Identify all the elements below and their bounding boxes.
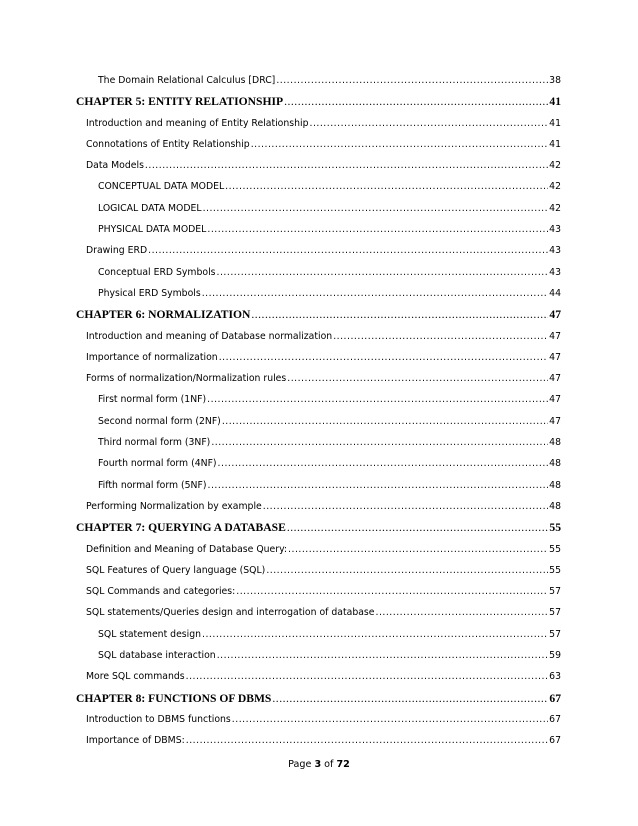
toc-entry-page-number: 67 <box>549 713 561 725</box>
toc-dot-leader <box>186 730 548 751</box>
toc-entry-page-number: 47 <box>549 351 561 363</box>
toc-entry[interactable] <box>76 666 561 687</box>
toc-dot-leader <box>266 560 548 581</box>
toc-entry-page-number: 47 <box>549 330 561 342</box>
toc-dot-leader <box>208 475 549 496</box>
toc-entry-title: Physical ERD Symbols <box>98 287 201 299</box>
toc-entry[interactable] <box>76 730 561 751</box>
toc-entry[interactable] <box>76 198 561 219</box>
toc-chapter-entry[interactable] <box>76 91 561 112</box>
toc-dot-leader <box>287 368 548 389</box>
toc-entry-page-number: 47 <box>549 373 561 385</box>
toc-dot-leader <box>333 326 548 347</box>
toc-entry-page-number: 42 <box>549 160 561 172</box>
toc-entry[interactable] <box>76 113 561 134</box>
toc-entry-title: Fourth normal form (4NF) <box>98 458 217 470</box>
toc-entry-title: The Domain Relational Calculus [DRC] <box>98 75 276 86</box>
toc-entry[interactable] <box>76 389 561 410</box>
toc-entry-page-number: 57 <box>549 586 561 598</box>
toc-dot-leader <box>375 602 548 623</box>
toc-entry[interactable] <box>76 539 561 560</box>
toc-entry-title: CHAPTER 5: ENTITY RELATIONSHIP <box>76 95 284 109</box>
toc-entry[interactable] <box>76 432 561 453</box>
toc-entry-page-number: 44 <box>549 287 561 299</box>
toc-chapter-entry[interactable] <box>76 517 561 538</box>
toc-entry[interactable] <box>76 496 561 517</box>
table-of-contents <box>76 70 561 752</box>
toc-entry[interactable] <box>76 368 561 389</box>
toc-entry-page-number: 55 <box>549 521 561 535</box>
toc-dot-leader <box>211 432 548 453</box>
toc-dot-leader <box>263 496 548 517</box>
toc-entry-title: CHAPTER 7: QUERYING A DATABASE <box>76 521 286 535</box>
toc-entry-page-number: 48 <box>549 479 561 491</box>
toc-dot-leader <box>202 624 548 645</box>
toc-entry[interactable] <box>76 347 561 368</box>
toc-entry[interactable] <box>76 475 561 496</box>
toc-entry[interactable] <box>76 709 561 730</box>
toc-dot-leader <box>207 389 548 410</box>
toc-entry[interactable] <box>76 326 561 347</box>
toc-dot-leader <box>222 411 548 432</box>
toc-dot-leader <box>309 113 548 134</box>
toc-entry-page-number: 43 <box>549 245 561 257</box>
toc-dot-leader <box>203 198 549 219</box>
toc-entry-page-number: 42 <box>549 202 561 214</box>
toc-entry-title: CONCEPTUAL DATA MODEL <box>98 181 225 193</box>
toc-chapter-entry[interactable] <box>76 304 561 325</box>
toc-dot-leader <box>217 645 548 666</box>
toc-entry[interactable] <box>76 624 561 645</box>
page-footer <box>0 759 638 770</box>
toc-entry[interactable] <box>76 70 561 91</box>
toc-entry-page-number: 59 <box>549 650 561 662</box>
toc-entry-title: Fifth normal form (5NF) <box>98 479 207 491</box>
toc-entry-page-number: 38 <box>549 75 561 86</box>
toc-entry-title: Performing Normalization by example <box>86 500 262 512</box>
toc-entry[interactable] <box>76 262 561 283</box>
toc-entry-page-number: 57 <box>549 628 561 640</box>
toc-dot-leader <box>288 539 548 560</box>
toc-entry-page-number: 55 <box>549 543 561 555</box>
toc-dot-leader <box>251 134 548 155</box>
toc-entry-page-number: 55 <box>549 564 561 576</box>
toc-entry-page-number: 63 <box>549 671 561 683</box>
toc-dot-leader <box>236 581 548 602</box>
toc-entry-page-number: 41 <box>549 95 561 109</box>
toc-entry-title: CHAPTER 8: FUNCTIONS OF DBMS <box>76 691 272 705</box>
toc-dot-leader <box>276 70 548 91</box>
toc-entry-title: PHYSICAL DATA MODEL <box>98 224 207 236</box>
toc-dot-leader <box>217 262 549 283</box>
toc-entry-page-number: 48 <box>549 437 561 449</box>
toc-dot-leader <box>232 709 548 730</box>
toc-entry-title: Importance of normalization <box>86 351 218 363</box>
toc-entry-title: Importance of DBMS: <box>86 735 185 747</box>
toc-dot-leader <box>218 453 549 474</box>
toc-entry-title: Third normal form (3NF) <box>98 437 211 449</box>
footer-prefix: Page <box>288 759 315 770</box>
toc-entry-title: Data Models <box>86 160 144 172</box>
toc-dot-leader <box>145 155 548 176</box>
toc-entry-title: SQL database interaction <box>98 650 216 662</box>
toc-entry-title: First normal form (1NF) <box>98 394 207 406</box>
toc-dot-leader <box>272 688 548 709</box>
toc-entry-page-number: 48 <box>549 500 561 512</box>
toc-entry-title: Introduction to DBMS functions <box>86 713 231 725</box>
toc-entry[interactable] <box>76 411 561 432</box>
toc-dot-leader <box>225 176 548 197</box>
toc-entry[interactable] <box>76 155 561 176</box>
toc-dot-leader <box>284 91 548 112</box>
toc-entry-title: Forms of normalization/Normalization rules <box>86 373 287 385</box>
toc-chapter-entry[interactable] <box>76 688 561 709</box>
toc-entry[interactable] <box>76 560 561 581</box>
toc-entry[interactable] <box>76 176 561 197</box>
toc-dot-leader <box>202 283 548 304</box>
toc-entry-page-number: 47 <box>549 394 561 406</box>
toc-entry[interactable] <box>76 581 561 602</box>
footer-total-pages: 72 <box>336 759 350 770</box>
toc-entry-page-number: 43 <box>549 224 561 236</box>
footer-current-page: 3 <box>314 759 322 770</box>
toc-entry[interactable] <box>76 645 561 666</box>
toc-dot-leader <box>186 666 549 687</box>
toc-entry-page-number: 41 <box>549 117 561 129</box>
toc-entry[interactable] <box>76 453 561 474</box>
toc-entry[interactable] <box>76 283 561 304</box>
toc-entry[interactable] <box>76 240 561 261</box>
toc-dot-leader <box>207 219 548 240</box>
toc-entry-page-number: 47 <box>549 415 561 427</box>
toc-entry-title: Second normal form (2NF) <box>98 415 221 427</box>
toc-entry-title: Connotations of Entity Relationship <box>86 138 250 150</box>
toc-entry-page-number: 67 <box>549 735 561 747</box>
footer-of: of <box>321 759 337 770</box>
toc-entry-page-number: 47 <box>549 308 561 322</box>
toc-entry-title: Conceptual ERD Symbols <box>98 266 216 278</box>
toc-dot-leader <box>287 517 549 538</box>
toc-entry-title: LOGICAL DATA MODEL <box>98 202 202 214</box>
toc-entry-page-number: 42 <box>549 181 561 193</box>
toc-entry-title: CHAPTER 6: NORMALIZATION <box>76 308 251 322</box>
toc-entry-title: Introduction and meaning of Entity Relationship <box>86 117 309 129</box>
toc-entry-title: Drawing ERD <box>86 245 148 257</box>
toc-entry-title: More SQL commands <box>86 671 185 683</box>
toc-entry-page-number: 43 <box>549 266 561 278</box>
toc-entry-title: SQL statements/Queries design and interrogation of database <box>86 607 375 619</box>
toc-entry-title: Definition and Meaning of Database Query: <box>86 543 288 555</box>
toc-entry-page-number: 67 <box>549 691 561 705</box>
toc-entry-page-number: 48 <box>549 458 561 470</box>
toc-dot-leader <box>251 304 548 325</box>
toc-dot-leader <box>148 240 548 261</box>
toc-entry[interactable] <box>76 602 561 623</box>
toc-entry-title: SQL Commands and categories: <box>86 586 236 598</box>
toc-entry-title: Introduction and meaning of Database normalization <box>86 330 333 342</box>
toc-entry-title: SQL statement design <box>98 628 202 640</box>
toc-dot-leader <box>219 347 548 368</box>
toc-entry[interactable] <box>76 219 561 240</box>
toc-entry-title: SQL Features of Query language (SQL) <box>86 564 266 576</box>
toc-entry-page-number: 57 <box>549 607 561 619</box>
toc-entry[interactable] <box>76 134 561 155</box>
toc-entry-page-number: 41 <box>549 138 561 150</box>
